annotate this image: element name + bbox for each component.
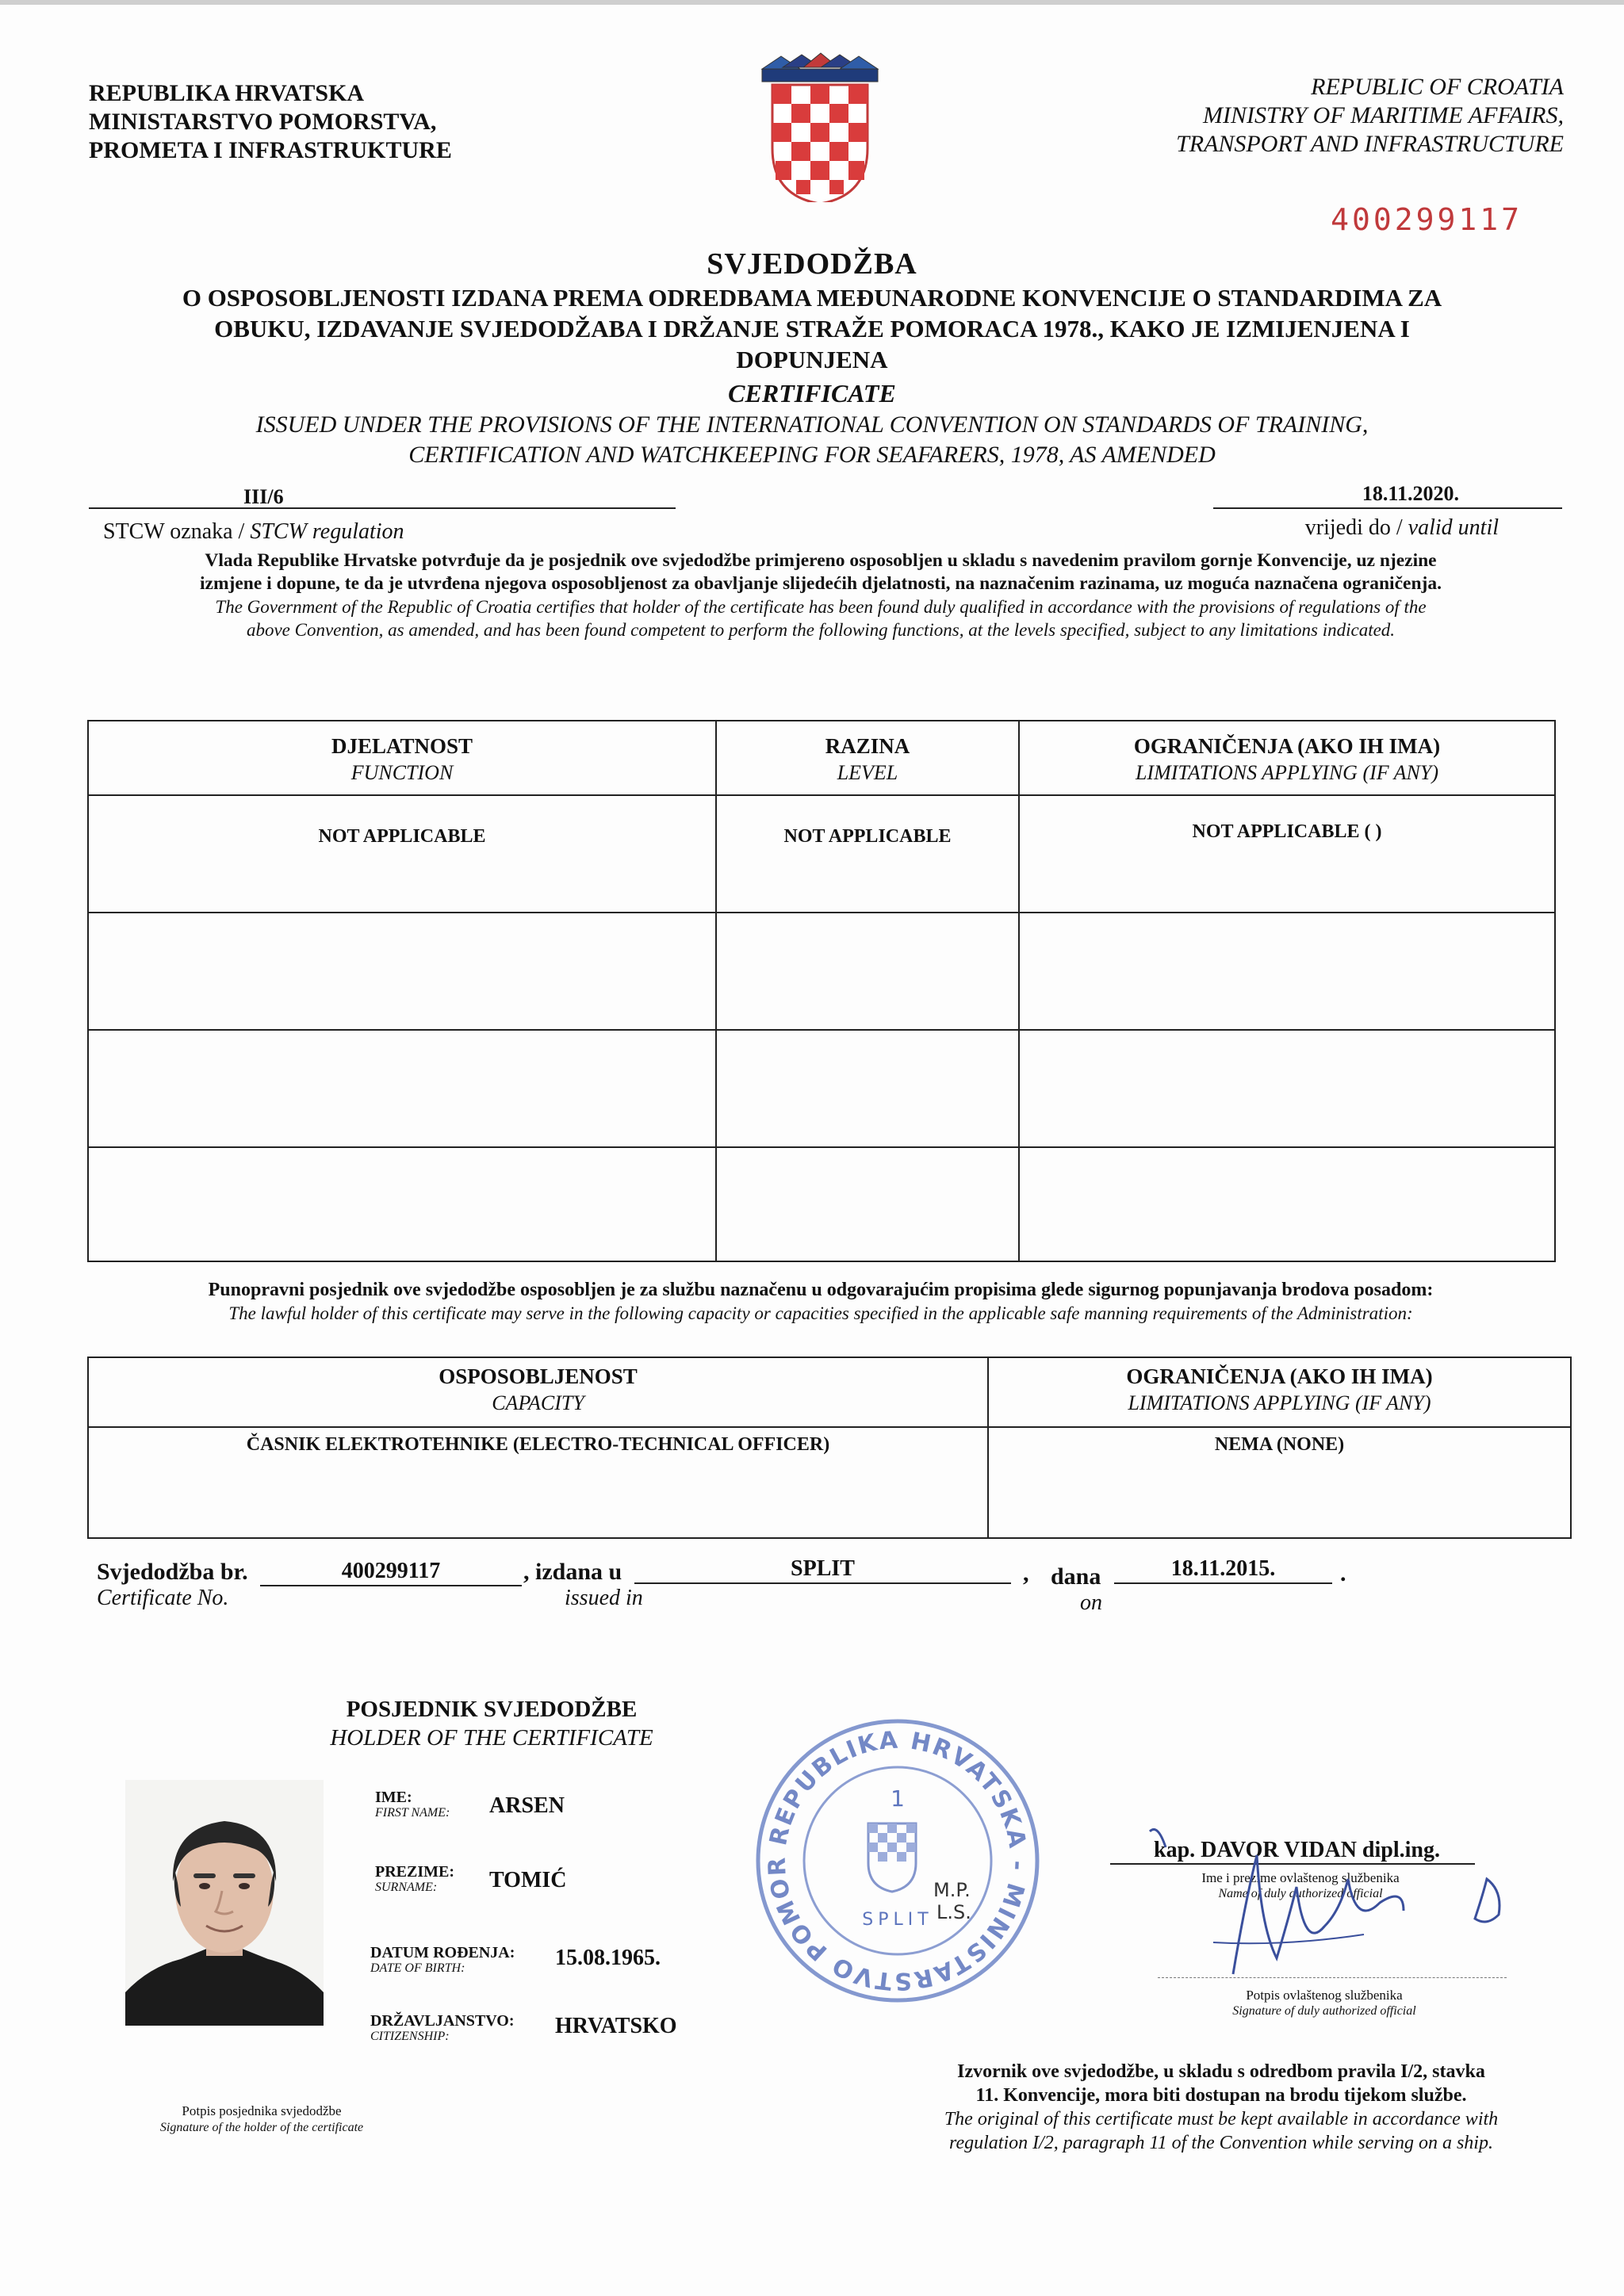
comma-separator: , bbox=[1023, 1560, 1029, 1586]
header-en: LEVEL bbox=[837, 761, 898, 784]
table-cell bbox=[716, 1030, 1019, 1147]
official-name-label-en: Name of duly authorized official bbox=[1218, 1887, 1383, 1900]
issued-in-label-en: issued in bbox=[565, 1586, 643, 1610]
table-cell bbox=[1019, 1147, 1555, 1261]
functions-header-row bbox=[88, 721, 1555, 795]
cell-value bbox=[717, 1148, 1018, 1178]
footer-en-line: regulation I/2, paragraph 11 of the Convention while serving on a ship. bbox=[949, 2133, 1493, 2153]
cell-value bbox=[1020, 1031, 1554, 1061]
cell-value: NOT APPLICABLE bbox=[318, 826, 486, 847]
title-hr: SVJEDODŽBA bbox=[707, 247, 917, 281]
header-left-line: REPUBLIKA HRVATSKA bbox=[89, 80, 365, 106]
footer-hr bbox=[896, 2060, 1546, 2107]
stamp-mp: M.P. bbox=[933, 1879, 971, 1901]
issued-in-value: SPLIT bbox=[634, 1556, 1011, 1584]
cell-value: ČASNIK ELEKTROTEHNIKE (ELECTRO-TECHNICAL OFFICER) bbox=[246, 1434, 830, 1455]
cert-no-label-en: Certificate No. bbox=[97, 1586, 229, 1610]
subtitle-en bbox=[79, 410, 1545, 470]
surname-value: TOMIĆ bbox=[489, 1868, 567, 1892]
official-name-label-hr: Ime i prezime ovlaštenog službenika bbox=[1201, 1870, 1400, 1885]
official-sig-label-en: Signature of duly authorized official bbox=[1232, 2004, 1416, 2018]
label-en: SURNAME: bbox=[375, 1881, 438, 1894]
footer-hr-line: Izvornik ove svjedodžbe, u skladu s odredbom pravila I/2, stavka bbox=[957, 2061, 1485, 2082]
cell-value bbox=[717, 913, 1018, 943]
table-cell bbox=[1019, 795, 1555, 913]
footer-en bbox=[896, 2107, 1546, 2155]
table-cell bbox=[88, 1030, 716, 1147]
footer-en-line: The original of this certificate must be kept available in accordance with bbox=[944, 2109, 1499, 2130]
scan-edge bbox=[0, 0, 1624, 5]
statement bbox=[79, 549, 1562, 641]
title-en: CERTIFICATE bbox=[728, 379, 896, 408]
cell-value bbox=[1020, 1148, 1554, 1178]
table-cell bbox=[716, 1147, 1019, 1261]
label-en: CITIZENSHIP: bbox=[370, 2030, 450, 2043]
header-cell-limitations bbox=[1019, 721, 1555, 795]
stcw-regulation-value: III/6 bbox=[243, 485, 284, 508]
holder-sig-label-en: Signature of the holder of the certificate bbox=[159, 2121, 364, 2134]
surname-label bbox=[375, 1863, 454, 1895]
valid-until-label-hr: vrijedi do / bbox=[1304, 515, 1403, 540]
issued-in-label-hr: , izdana u bbox=[523, 1559, 622, 1585]
table-row bbox=[88, 1427, 1571, 1538]
period: . bbox=[1340, 1560, 1346, 1586]
cert-no-label-hr: Svjedodžba br. bbox=[97, 1559, 248, 1585]
valid-until-rule bbox=[1213, 507, 1562, 509]
valid-until-label bbox=[1205, 515, 1499, 541]
on-label-hr: dana bbox=[1051, 1563, 1101, 1590]
label-hr: DATUM ROĐENJA: bbox=[370, 1944, 515, 1961]
footer-note bbox=[896, 2060, 1546, 2155]
header-right-line: REPUBLIC OF CROATIA bbox=[1311, 74, 1564, 100]
subtitle-hr-line: OBUKU, IZDAVANJE SVJEDODŽABA I DRŽANJE STRAŽE POMORACA 1978., KAKO JE IZMIJENJENA I bbox=[214, 315, 1410, 342]
header-cell-limitations bbox=[988, 1357, 1571, 1427]
header-cell-capacity bbox=[88, 1357, 988, 1427]
official-name: kap. DAVOR VIDAN dipl.ing. bbox=[1154, 1838, 1440, 1862]
statement-en bbox=[79, 595, 1562, 641]
table-cell bbox=[88, 1147, 716, 1261]
stamp-ring-text: REPUBLIKA HRVATSKA - MINISTARSTVO POMOR bbox=[763, 1726, 1032, 1996]
serial-number: 400299117 bbox=[1331, 202, 1522, 237]
statement-en-line: above Convention, as amended, and has been found competent to perform the following functions, at the levels specified, subject to any limitations indicated. bbox=[246, 620, 1396, 640]
stamp-ls: L.S. bbox=[936, 1901, 971, 1923]
table-cell bbox=[716, 913, 1019, 1030]
table-cell bbox=[88, 913, 716, 1030]
cell-value bbox=[717, 1031, 1018, 1061]
subtitle-en-line: CERTIFICATION AND WATCHKEEPING FOR SEAFARERS, 1978, AS AMENDED bbox=[408, 442, 1216, 468]
footer-hr-line: 11. Konvencije, mora biti dostupan na brodu tijekom službe. bbox=[975, 2085, 1467, 2106]
label-hr: IME: bbox=[375, 1789, 412, 1806]
cell-value bbox=[1020, 913, 1554, 943]
cell-value bbox=[89, 913, 715, 943]
label-hr: PREZIME: bbox=[375, 1863, 454, 1881]
header-hr: OGRANIČENJA (AKO IH IMA) bbox=[1133, 734, 1441, 758]
official-stamp bbox=[749, 1712, 1047, 2010]
label-en: FIRST NAME: bbox=[375, 1806, 450, 1820]
table-cell bbox=[88, 795, 716, 913]
header-en: LIMITATIONS APPLYING (IF ANY) bbox=[1128, 1391, 1431, 1414]
header-en: CAPACITY bbox=[492, 1391, 584, 1414]
dob-value: 15.08.1965. bbox=[555, 1946, 661, 1970]
header-right bbox=[1031, 73, 1564, 159]
capacity-statement bbox=[79, 1278, 1562, 1326]
croatian-coat-of-arms-icon bbox=[757, 52, 883, 202]
stcw-label-en: STCW regulation bbox=[250, 519, 404, 544]
statement-hr bbox=[79, 549, 1562, 595]
on-label-en: on bbox=[1080, 1590, 1102, 1615]
table-cell bbox=[988, 1427, 1571, 1538]
header-right-line: TRANSPORT AND INFRASTRUCTURE bbox=[1176, 131, 1564, 157]
valid-until-label-en: valid until bbox=[1408, 515, 1499, 540]
label-hr: DRŽAVLJANSTVO: bbox=[370, 2012, 515, 2030]
stamp-city: SPLIT bbox=[862, 1910, 933, 1930]
header-left-line: PROMETA I INFRASTRUKTURE bbox=[89, 137, 452, 163]
table-row bbox=[88, 795, 1555, 913]
cell-value bbox=[89, 1148, 715, 1178]
stamp-number: 1 bbox=[891, 1785, 905, 1812]
dob-label bbox=[370, 1944, 515, 1976]
holder-photo bbox=[125, 1780, 324, 2026]
header-cell-level bbox=[716, 721, 1019, 795]
subtitle-hr-line: DOPUNJENA bbox=[736, 346, 888, 373]
header-right-line: MINISTRY OF MARITIME AFFAIRS, bbox=[1203, 102, 1564, 128]
header-left bbox=[89, 79, 452, 165]
title-block bbox=[79, 246, 1545, 470]
table-row bbox=[88, 913, 1555, 1030]
holder-sig-label-hr: Potpis posjednika svjedodžbe bbox=[182, 2103, 342, 2118]
header-hr: RAZINA bbox=[825, 734, 910, 758]
holder-heading-en: HOLDER OF THE CERTIFICATE bbox=[330, 1725, 653, 1751]
header-cell-function bbox=[88, 721, 716, 795]
table-row bbox=[88, 1030, 1555, 1147]
capacity-statement-en: The lawful holder of this certificate may serve in the following capacity or capacities specified in the applicable safe manning requirements of the Administration: bbox=[228, 1303, 1413, 1323]
issue-date-value: 18.11.2015. bbox=[1114, 1556, 1332, 1584]
signature-rule bbox=[1158, 1977, 1507, 1978]
table-cell bbox=[88, 1427, 988, 1538]
official-signature-icon bbox=[1126, 1808, 1538, 1990]
holder-heading bbox=[285, 1695, 698, 1752]
statement-hr-line: izmjene i dopune, te da je utvrđena njegova osposobljenost za obavljanje slijedećih djelatnosti, na naznačenim razinama, uz moguća naznačena ograničenja. bbox=[200, 573, 1442, 594]
cell-value: NOT APPLICABLE ( ) bbox=[1192, 821, 1382, 842]
stcw-regulation-label bbox=[103, 519, 404, 545]
table-cell bbox=[716, 795, 1019, 913]
statement-en-line: The Government of the Republic of Croatia certifies that holder of the certificate has been found duly qualified in accordance with the provisions of regulations of the bbox=[215, 597, 1427, 617]
citizenship-value: HRVATSKO bbox=[555, 2014, 677, 2038]
header-hr: OGRANIČENJA (AKO IH IMA) bbox=[1126, 1364, 1433, 1388]
table-cell bbox=[1019, 913, 1555, 1030]
subtitle-hr-line: O OSPOSOBLJENOSTI IZDANA PREMA ODREDBAMA MEĐUNARODNE KONVENCIJE O STANDARDIMA ZA bbox=[182, 284, 1442, 312]
cell-value: NEMA (NONE) bbox=[1214, 1434, 1345, 1455]
capacity-header-row bbox=[88, 1357, 1571, 1427]
capacity-table bbox=[87, 1357, 1572, 1539]
subtitle-hr bbox=[79, 282, 1545, 375]
official-signature-caption bbox=[1158, 1987, 1491, 2019]
label-en: DATE OF BIRTH: bbox=[370, 1961, 465, 1975]
first-name-label bbox=[375, 1789, 450, 1820]
table-cell bbox=[1019, 1030, 1555, 1147]
cell-value: NOT APPLICABLE bbox=[783, 826, 952, 847]
citizenship-label bbox=[370, 2012, 514, 2044]
capacity-statement-hr: Punopravni posjednik ove svjedodžbe osposobljen je za službu naznačenu u odgovarajućim propisima glede sigurnog popunjavanja brodova posadom: bbox=[208, 1280, 1434, 1300]
cell-value bbox=[89, 1031, 715, 1061]
header-left-line: MINISTARSTVO POMORSTVA, bbox=[89, 109, 437, 135]
holder-heading-hr: POSJEDNIK SVJEDODŽBE bbox=[346, 1697, 638, 1722]
official-sig-label-hr: Potpis ovlaštenog službenika bbox=[1246, 1988, 1403, 2003]
header-en: FUNCTION bbox=[350, 761, 454, 784]
regulation-rule bbox=[89, 507, 676, 509]
functions-table bbox=[87, 720, 1556, 1262]
table-row bbox=[88, 1147, 1555, 1261]
header-hr: DJELATNOST bbox=[331, 734, 473, 758]
subtitle-en-line: ISSUED UNDER THE PROVISIONS OF THE INTERNATIONAL CONVENTION ON STANDARDS OF TRAINING, bbox=[255, 411, 1369, 438]
header-hr: OSPOSOBLJENOST bbox=[439, 1364, 638, 1388]
header-en: LIMITATIONS APPLYING (IF ANY) bbox=[1135, 761, 1439, 784]
first-name-value: ARSEN bbox=[489, 1793, 565, 1818]
holder-signature-caption bbox=[111, 2103, 412, 2136]
cert-no-value: 400299117 bbox=[260, 1558, 522, 1586]
stcw-label-hr: STCW oznaka / bbox=[103, 519, 245, 544]
valid-until-value: 18.11.2020. bbox=[1362, 482, 1459, 505]
statement-hr-line: Vlada Republike Hrvatske potvrđuje da je posjednik ove svjedodžbe primjereno osposobljen u skladu s navedenim pravilom gornje Konvencije, uz njezine bbox=[205, 550, 1437, 571]
